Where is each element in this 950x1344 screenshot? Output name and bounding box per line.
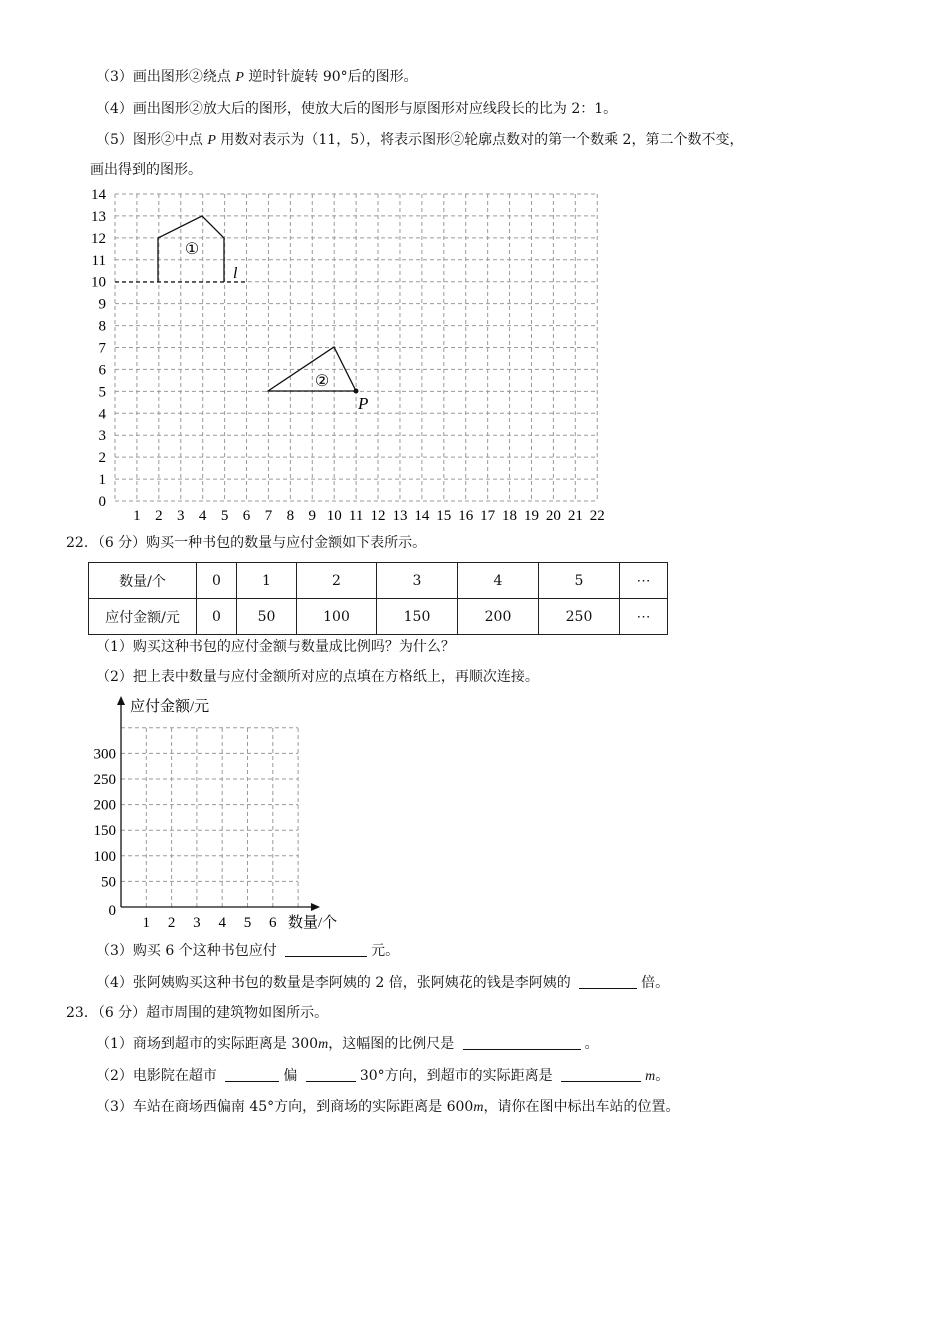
- y-tick-label: 1: [98, 472, 106, 489]
- table-cell: 4: [458, 563, 539, 599]
- chart-grid: [121, 728, 298, 907]
- point-p: [354, 389, 359, 394]
- table-cell: ⋯: [620, 599, 668, 635]
- table-cell: 150: [377, 599, 458, 635]
- q22-chart: [0, 690, 400, 935]
- shape-2-label: ②: [314, 373, 330, 390]
- y-tick-label: 11: [91, 252, 106, 269]
- x-axis-arrow: [311, 903, 320, 911]
- x-tick-label: 4: [198, 508, 207, 524]
- table-cell: 200: [458, 599, 539, 635]
- table-header-cell: 应付金额/元: [89, 599, 197, 635]
- x-tick-label: 5: [220, 508, 229, 524]
- table-cell: 1: [237, 563, 297, 599]
- x-tick-label: 2: [167, 915, 176, 931]
- x-tick-label: 2: [155, 508, 163, 524]
- y-tick-label: 300: [93, 746, 116, 763]
- q22-part2: （2）把上表中数量与应付金额所对应的点填在方格纸上，再顺次连接。: [96, 669, 539, 685]
- q22-part4: （4）张阿姨购买这种书包的数量是李阿姨的 2 倍，张阿姨花的钱是李阿姨的 倍。: [96, 975, 670, 991]
- q23-part1: （1）商场到超市的实际距离是 300m，这幅图的比例尺是 。: [96, 1036, 599, 1052]
- y-axis-label: 应付金额/元: [130, 699, 210, 715]
- y-tick-label: 50: [101, 874, 116, 891]
- x-tick-labels: [133, 508, 605, 524]
- table-cell: 100: [297, 599, 377, 635]
- q23-title: 23．（6 分）超市周围的建筑物如图所示。: [66, 1005, 329, 1021]
- table-cell: 50: [237, 599, 297, 635]
- y-tick-label: 0: [108, 903, 116, 919]
- table-row: [89, 563, 668, 599]
- x-tick-label: 22: [589, 508, 605, 524]
- answer-blank[interactable]: [306, 1067, 356, 1082]
- q23-part3: （3）车站在商场西偏南 45°方向，到商场的实际距离是 600m，请你在图中标出车站的位置。: [96, 1099, 680, 1115]
- q22-price-table: [88, 562, 668, 635]
- y-axis-arrow: [117, 696, 125, 705]
- table-header-cell: 数量/个: [89, 563, 197, 599]
- x-tick-label: 6: [269, 915, 277, 931]
- y-tick-labels: [94, 746, 117, 919]
- y-tick-label: 250: [93, 772, 116, 788]
- q22-part3: （3）购买 6 个这种书包应付 元。: [96, 943, 400, 959]
- y-tick-label: 13: [91, 208, 106, 225]
- point-p-label: P: [358, 394, 369, 413]
- y-tick-label: 9: [98, 296, 106, 313]
- table-cell: 250: [539, 599, 620, 635]
- q21-part4: （4）画出图形②放大后的图形，使放大后的图形与原图形对应线段长的比为 2：1。: [96, 101, 618, 117]
- y-tick-label: 8: [98, 318, 106, 335]
- q23-part2: （2）电影院在超市 偏 30°方向，到超市的实际距离是 m。: [96, 1068, 670, 1084]
- x-tick-label: 9: [308, 508, 317, 524]
- x-tick-label: 17: [480, 508, 496, 524]
- y-tick-labels: [91, 187, 107, 510]
- x-tick-label: 11: [348, 508, 364, 524]
- y-tick-label: 4: [98, 406, 106, 423]
- x-tick-label: 8: [286, 508, 295, 524]
- q21-part5: （5）图形②中点 P 用数对表示为（11，5），将表示图形②轮廓点数对的第一个数乘 2，第二个数不变，: [96, 132, 744, 148]
- x-tick-label: 4: [218, 915, 226, 931]
- y-tick-label: 200: [93, 797, 116, 814]
- y-tick-label: 7: [98, 340, 106, 357]
- x-tick-label: 1: [142, 915, 151, 931]
- table-cell: 5: [539, 563, 620, 599]
- table-cell: 0: [197, 563, 237, 599]
- answer-blank[interactable]: [285, 942, 367, 957]
- q22-title: 22．（6 分）购买一种书包的数量与应付金额如下表所示。: [66, 535, 427, 551]
- q22-part1: （1）购买这种书包的应付金额与数量成比例吗？为什么？: [96, 639, 455, 655]
- q21-part5-line2: 画出得到的图形。: [90, 162, 202, 178]
- x-tick-label: 15: [436, 508, 452, 524]
- x-tick-label: 21: [567, 508, 583, 524]
- x-tick-label: 3: [193, 915, 201, 931]
- x-tick-label: 18: [502, 508, 518, 524]
- y-tick-label: 2: [98, 450, 106, 467]
- y-tick-label: 5: [98, 384, 106, 401]
- table-cell: ⋯: [620, 563, 668, 599]
- y-tick-label: 14: [91, 187, 106, 203]
- table-cell: 2: [297, 563, 377, 599]
- y-tick-label: 3: [98, 428, 106, 445]
- x-axis-label: 数量/个: [288, 915, 338, 931]
- line-l-label: l: [233, 265, 238, 282]
- answer-blank[interactable]: [579, 974, 637, 989]
- y-tick-label: 150: [93, 823, 116, 840]
- answer-blank[interactable]: [463, 1035, 581, 1050]
- shape-1-label: ①: [184, 241, 200, 258]
- x-tick-label: 7: [264, 508, 273, 524]
- x-tick-label: 13: [392, 508, 408, 524]
- answer-blank[interactable]: [225, 1067, 279, 1082]
- x-tick-label: 12: [370, 508, 386, 524]
- x-tick-label: 6: [242, 508, 251, 524]
- y-tick-label: 10: [91, 274, 106, 291]
- x-tick-label: 20: [545, 508, 561, 524]
- x-tick-label: 5: [243, 915, 252, 931]
- q21-coordinate-grid: [0, 0, 950, 530]
- y-tick-label: 0: [98, 494, 106, 510]
- y-tick-label: 12: [91, 230, 106, 247]
- x-tick-label: 3: [177, 508, 185, 524]
- x-tick-label: 16: [458, 508, 474, 524]
- x-tick-labels: [143, 915, 277, 931]
- table-cell: 0: [197, 599, 237, 635]
- answer-blank[interactable]: [561, 1067, 641, 1082]
- table-cell: 3: [377, 563, 458, 599]
- y-tick-label: 100: [93, 848, 116, 865]
- y-tick-label: 6: [98, 362, 106, 379]
- q21-part3: （3）画出图形②绕点 P 逆时针旋转 90°后的图形。: [96, 69, 418, 85]
- x-tick-label: 10: [326, 508, 342, 524]
- x-tick-label: 19: [523, 508, 539, 524]
- x-tick-label: 1: [133, 508, 141, 524]
- x-tick-label: 14: [414, 508, 430, 524]
- table-row: [89, 599, 668, 635]
